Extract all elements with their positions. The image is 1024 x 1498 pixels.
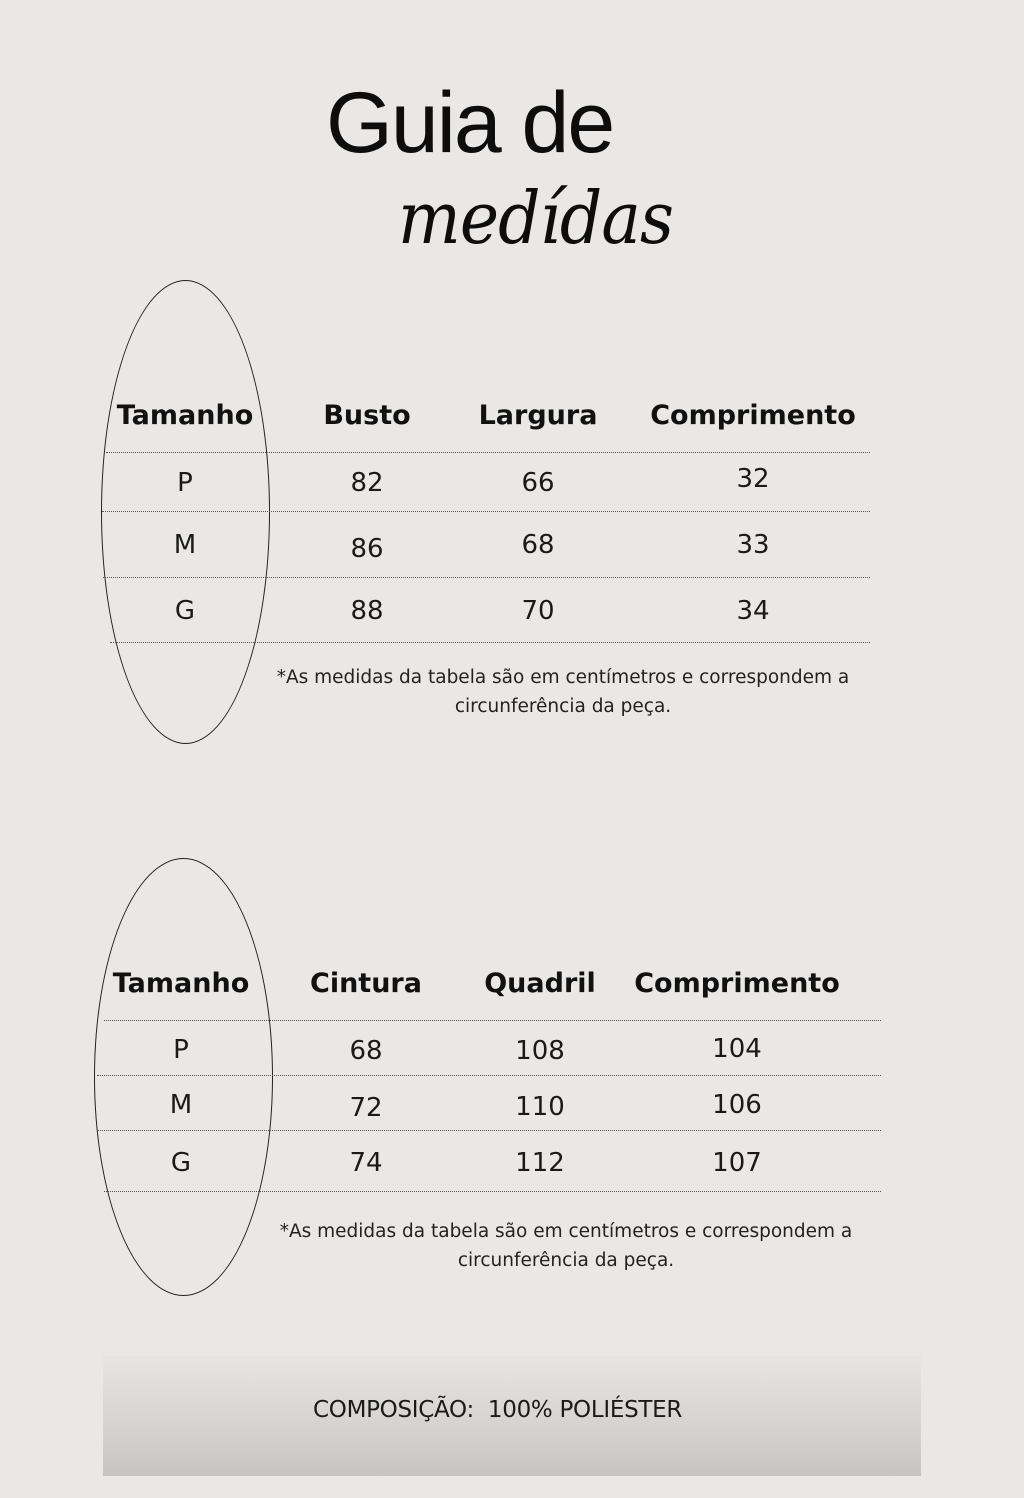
note-line: *As medidas da tabela são em centímetros e correspondem a	[276, 667, 850, 688]
row-divider	[97, 1075, 881, 1076]
note-line: *As medidas da tabela são em centímetros e correspondem a	[279, 1221, 853, 1242]
quadril-cell: 112	[515, 1148, 565, 1178]
note-line: circunferência da peça.	[457, 1250, 675, 1271]
row-divider	[103, 577, 870, 578]
largura-cell: 68	[521, 530, 555, 560]
size-column-highlight-oval	[101, 280, 270, 744]
comprimento-cell: 33	[736, 530, 770, 560]
page-title: Guia de	[326, 75, 614, 171]
size-cell-g: G	[170, 1148, 192, 1178]
size-cell-g: G	[174, 596, 196, 626]
page-subtitle-script: medídas	[398, 176, 674, 260]
header-quadril: Quadril	[484, 968, 596, 999]
comprimento-cell: 106	[712, 1090, 762, 1120]
header-tamanho: Tamanho	[112, 968, 250, 999]
size-cell-p: P	[177, 468, 193, 498]
comprimento-cell: 107	[712, 1148, 762, 1178]
row-divider	[104, 1020, 881, 1021]
comprimento-cell: 34	[736, 596, 770, 626]
header-comprimento: Comprimento	[650, 400, 856, 431]
cintura-cell: 72	[349, 1093, 383, 1123]
composition-text: COMPOSIÇÃO: 100% POLIÉSTER	[313, 1397, 683, 1423]
measurement-note	[252, 663, 874, 721]
size-cell-p: P	[173, 1035, 189, 1065]
row-divider	[106, 452, 870, 453]
header-largura: Largura	[478, 400, 598, 431]
size-cell-m: M	[169, 1090, 193, 1120]
busto-cell: 86	[350, 534, 384, 564]
row-divider	[104, 1191, 881, 1192]
row-divider	[102, 511, 870, 512]
header-busto: Busto	[323, 400, 411, 431]
header-cintura: Cintura	[310, 968, 422, 999]
measurement-note	[254, 1217, 878, 1275]
size-column-highlight-oval	[94, 858, 273, 1296]
comprimento-cell: 104	[712, 1034, 762, 1064]
largura-cell: 70	[521, 596, 555, 626]
header-comprimento: Comprimento	[634, 968, 840, 999]
cintura-cell: 68	[349, 1036, 383, 1066]
row-divider	[110, 642, 870, 643]
size-cell-m: M	[173, 530, 197, 560]
cintura-cell: 74	[349, 1148, 383, 1178]
busto-cell: 82	[350, 468, 384, 498]
header-tamanho: Tamanho	[116, 400, 254, 431]
row-divider	[97, 1130, 881, 1131]
comprimento-cell: 32	[736, 464, 770, 494]
quadril-cell: 108	[515, 1036, 565, 1066]
largura-cell: 66	[521, 468, 555, 498]
quadril-cell: 110	[515, 1092, 565, 1122]
busto-cell: 88	[350, 596, 384, 626]
note-line: circunferência da peça.	[454, 696, 672, 717]
